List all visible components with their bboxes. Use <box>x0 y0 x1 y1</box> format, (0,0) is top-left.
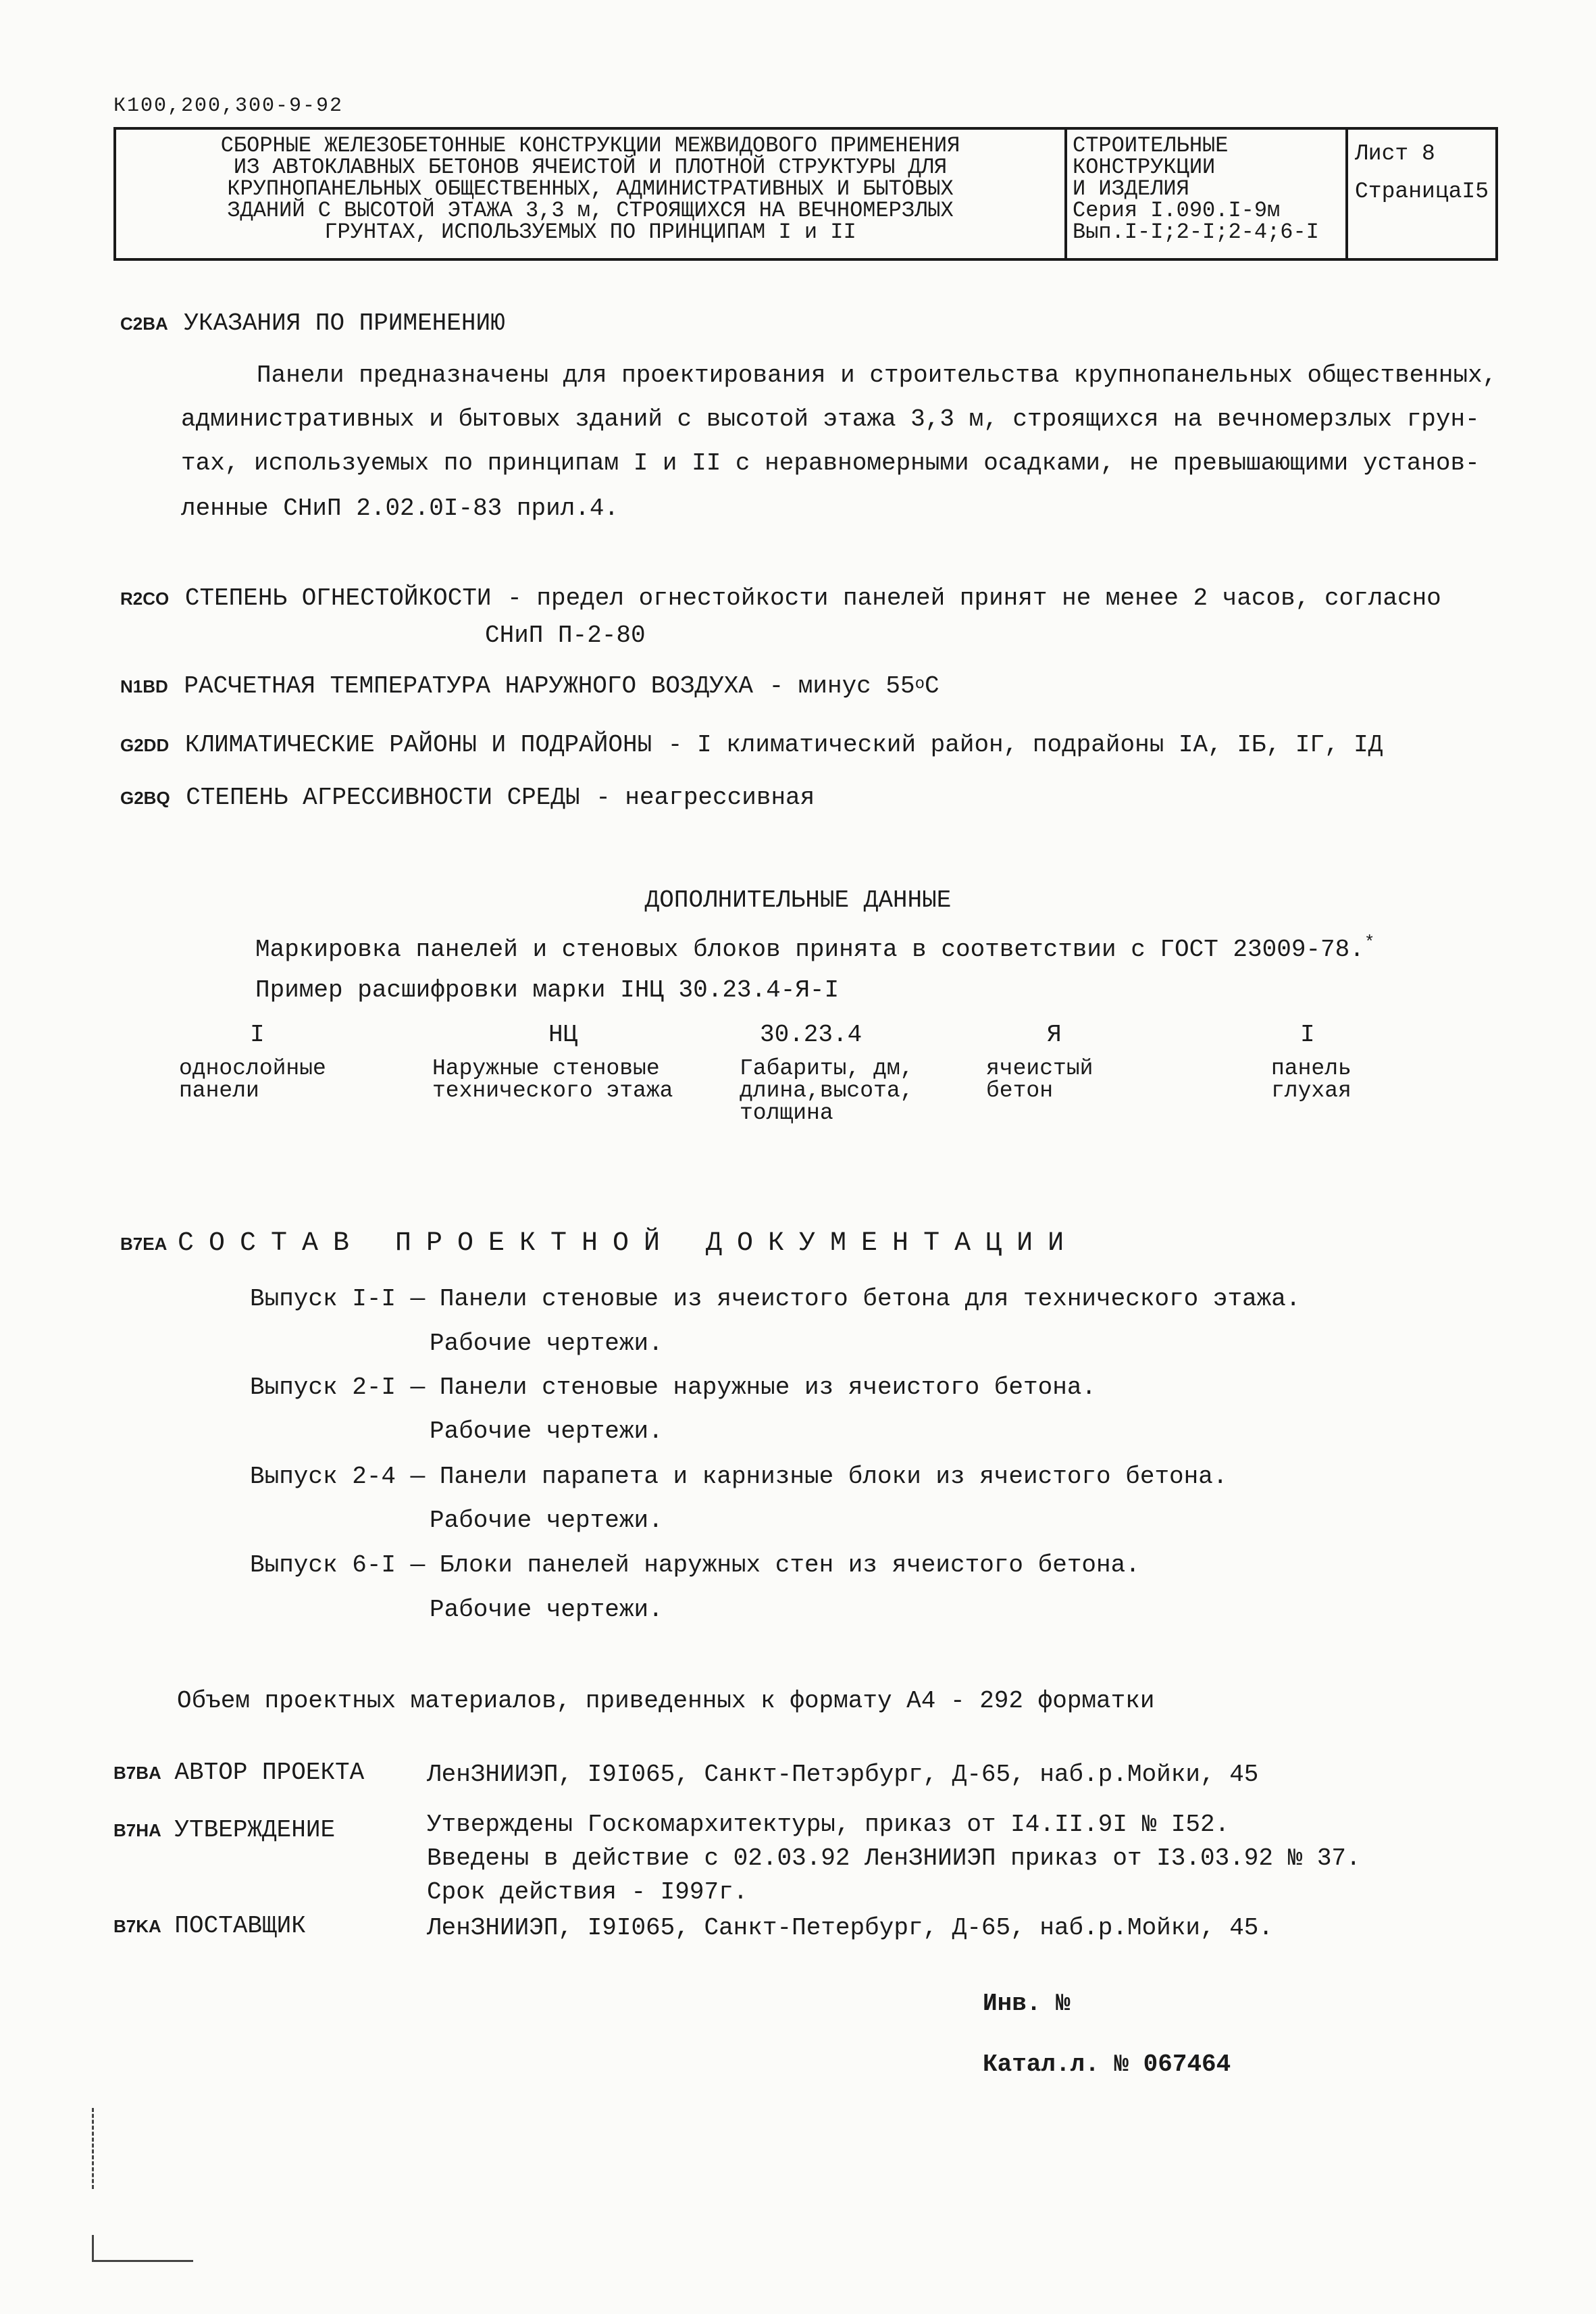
inventory-number: Инв. № <box>983 1990 1071 2017</box>
section-title: КЛИМАТИЧЕСКИЕ РАЙОНЫ И ПОДРАЙОНЫ <box>184 731 652 759</box>
mark-code: I <box>250 1021 265 1049</box>
issue-text: Блоки панелей наружных стен из ячеистого бетона. <box>439 1551 1140 1579</box>
mark-desc <box>1271 1057 1352 1102</box>
title-line: ИЗ АВТОКЛАВНЫХ БЕТОНОВ ЯЧЕИСТОЙ И ПЛОТНОЙ СТРУКТУРЫ ДЛЯ <box>233 155 948 180</box>
category-line: КОНСТРУКЦИИ <box>1073 155 1216 180</box>
issue-sub: Рабочие чертежи. <box>430 1507 663 1534</box>
marking-line: Маркировка панелей и стеновых блоков принята в соответствии с ГОСТ 23009-78. <box>255 936 1364 963</box>
degree-unit: C <box>925 672 939 700</box>
section-code: R2CO <box>120 588 170 609</box>
section-title: СТЕПЕНЬ АГРЕССИВНОСТИ СРЕДЫ <box>186 784 580 811</box>
title-cell <box>116 130 1067 258</box>
author-row <box>113 1759 364 1786</box>
issue-dash: — <box>410 1463 426 1490</box>
title-line: ЗДАНИЙ С ВЫСОТОЙ ЭТАЖА 3,3 м, СТРОЯЩИХСЯ НА ВЕЧНОМЕРЗЛЫХ <box>227 198 954 223</box>
category-cell <box>1067 130 1348 258</box>
example-text: Пример расшифровки марки IНЦ 30.23.4-Я-I <box>255 976 840 1004</box>
mark-code: 30.23.4 <box>760 1021 863 1049</box>
title-line: ГРУНТАХ, ИСПОЛЬЗУЕМЫХ ПО ПРИНЦИПАМ I и II <box>324 220 856 245</box>
issue-label: Выпуск 2-I <box>250 1374 396 1401</box>
issue-label: Выпуск I-I <box>250 1285 396 1313</box>
mark-desc-line: панели <box>179 1078 259 1103</box>
mark-desc <box>986 1057 1093 1102</box>
corner-mark <box>92 2235 96 2262</box>
section-title: УКАЗАНИЯ ПО ПРИМЕНЕНИЮ <box>184 309 505 337</box>
usage-line: тах, используемых по принципам I и II с неравномерными осадками, не превышающими установ- <box>181 449 1480 477</box>
temperature-section <box>120 672 939 700</box>
issue-dash: — <box>410 1551 426 1579</box>
section-code: C2BA <box>120 313 168 334</box>
corner-mark <box>92 2260 193 2262</box>
mark-desc-line: бетон <box>986 1078 1054 1103</box>
usage-section <box>120 309 505 337</box>
section-title: СТЕПЕНЬ ОГНЕСТОЙКОСТИ <box>184 584 492 612</box>
mark-desc <box>432 1057 673 1102</box>
approval-row <box>113 1816 335 1844</box>
mark-desc <box>179 1057 326 1102</box>
climate-section <box>120 731 1383 759</box>
section-text: - неагрессивная <box>596 784 815 811</box>
title-line: КРУПНОПАНЕЛЬНЫХ ОБЩЕСТВЕННЫХ, АДМИНИСТРАТИВНЫХ И БЫТОВЫХ <box>227 176 954 201</box>
aggressiveness-section <box>120 784 815 811</box>
section-title: ПОСТАВЩИК <box>174 1912 306 1940</box>
category-line: Серия I.090.I-9м <box>1073 198 1281 223</box>
section-code: G2DD <box>120 735 170 755</box>
fire-section <box>120 584 1441 612</box>
section-title: АВТОР ПРОЕКТА <box>174 1759 365 1786</box>
usage-line: Панели предназначены для проектирования и строительства крупнопанельных общественных, <box>257 361 1497 389</box>
approval-line: Срок действия - I997г. <box>427 1878 748 1906</box>
issue-item <box>250 1551 1140 1579</box>
issue-text: Панели стеновые наружные из ячеистого бетона. <box>439 1374 1097 1401</box>
issue-sub: Рабочие чертежи. <box>430 1417 663 1445</box>
issue-label: Выпуск 2-4 <box>250 1463 396 1490</box>
marking-text <box>255 932 1374 963</box>
marking-star: * <box>1364 932 1375 953</box>
section-text: - минус 55 <box>769 672 915 700</box>
section-code: B7HA <box>113 1820 161 1840</box>
issue-item <box>250 1285 1300 1313</box>
category-line: И ИЗДЕЛИЯ <box>1073 176 1189 201</box>
mark-desc-line: Габариты, дм, <box>740 1056 914 1081</box>
mark-desc-line: Наружные стеновые <box>432 1056 660 1081</box>
issue-sub: Рабочие чертежи. <box>430 1596 663 1624</box>
margin-mark <box>92 2108 96 2189</box>
fire-text-2: СНиП П-2-80 <box>485 622 646 649</box>
mark-desc-line: однослойные <box>179 1056 326 1081</box>
mark-desc <box>740 1057 913 1124</box>
composition-section <box>120 1228 1079 1259</box>
issue-text: Панели парапета и карнизные блоки из ячеистого бетона. <box>439 1463 1228 1490</box>
mark-desc-line: ячеистый <box>986 1056 1093 1081</box>
usage-line: административных и бытовых зданий с высотой этажа 3,3 м, строящихся на вечномерзлых грун- <box>181 405 1480 433</box>
approval-line: Введены в действие с 02.03.92 ЛенЗНИИЭП приказ от I3.03.92 № 37. <box>427 1844 1361 1872</box>
issue-label: Выпуск 6-I <box>250 1551 396 1579</box>
section-code: G2BQ <box>120 788 170 808</box>
title-block <box>113 127 1498 261</box>
catalog-number: Катал.л. № 067464 <box>983 2051 1231 2078</box>
title-line: СБОРНЫЕ ЖЕЛЕЗОБЕТОННЫЕ КОНСТРУКЦИИ МЕЖВИДОВОГО ПРИМЕНЕНИЯ <box>220 133 960 158</box>
section-title: РАСЧЕТНАЯ ТЕМПЕРАТУРА НАРУЖНОГО ВОЗДУХА <box>184 672 753 700</box>
issue-item <box>250 1463 1227 1490</box>
section-code: B7KA <box>113 1916 161 1936</box>
section-code: N1BD <box>120 676 168 697</box>
mark-code: НЦ <box>548 1021 578 1049</box>
author-text: ЛенЗНИИЭП, I9I065, Санкт-Петэрбург, Д-65, наб.р.Мойки, 45 <box>427 1761 1259 1788</box>
sheet-number: Лист 8 <box>1355 141 1435 166</box>
issue-dash: — <box>410 1285 426 1313</box>
issue-sub: Рабочие чертежи. <box>430 1330 663 1357</box>
section-code: B7BA <box>113 1763 161 1783</box>
mark-desc-line: длина,высота, <box>740 1078 914 1103</box>
extra-title: ДОПОЛНИТЕЛЬНЫЕ ДАННЫЕ <box>644 886 952 914</box>
category-line: Вып.I-I;2-I;2-4;6-I <box>1073 220 1319 245</box>
mark-desc-line: технического этажа <box>432 1078 673 1103</box>
mark-code: I <box>1300 1021 1315 1049</box>
mark-desc-line: панель <box>1271 1056 1352 1081</box>
category-line: СТРОИТЕЛЬНЫЕ <box>1073 133 1229 158</box>
issue-dash: — <box>410 1374 426 1401</box>
mark-desc-line: глухая <box>1271 1078 1352 1103</box>
section-text: - I климатический район, подрайоны IА, IБ, IГ, IД <box>667 731 1383 759</box>
degree-sup: o <box>915 675 925 694</box>
section-text: - предел огнестойкости панелей принят не менее 2 часов, согласно <box>507 584 1441 612</box>
page-number: СтраницаI5 <box>1355 179 1489 204</box>
mark-code: Я <box>1047 1021 1062 1049</box>
sheet-cell <box>1348 130 1495 258</box>
section-code: B7EA <box>120 1234 168 1254</box>
issue-item <box>250 1374 1096 1401</box>
section-title: УТВЕРЖДЕНИЕ <box>174 1816 336 1844</box>
document-code: К100,200,300-9-92 <box>113 95 344 118</box>
supplier-row <box>113 1912 306 1940</box>
volume-text: Объем проектных материалов, приведенных к формату А4 - 292 форматки <box>177 1687 1155 1715</box>
usage-line: ленные СНиП 2.02.0I-83 прил.4. <box>181 495 619 522</box>
section-title: СОСТАВ ПРОЕКТНОЙ ДОКУМЕНТАЦИИ <box>177 1228 1079 1259</box>
approval-line: Утверждены Госкомархитектуры, приказ от I4.II.9I № I52. <box>427 1811 1230 1838</box>
issue-text: Панели стеновые из ячеистого бетона для технического этажа. <box>439 1285 1301 1313</box>
mark-desc-line: толщина <box>740 1101 833 1126</box>
supplier-text: ЛенЗНИИЭП, I9I065, Санкт-Петербург, Д-65, наб.р.Мойки, 45. <box>427 1914 1274 1942</box>
